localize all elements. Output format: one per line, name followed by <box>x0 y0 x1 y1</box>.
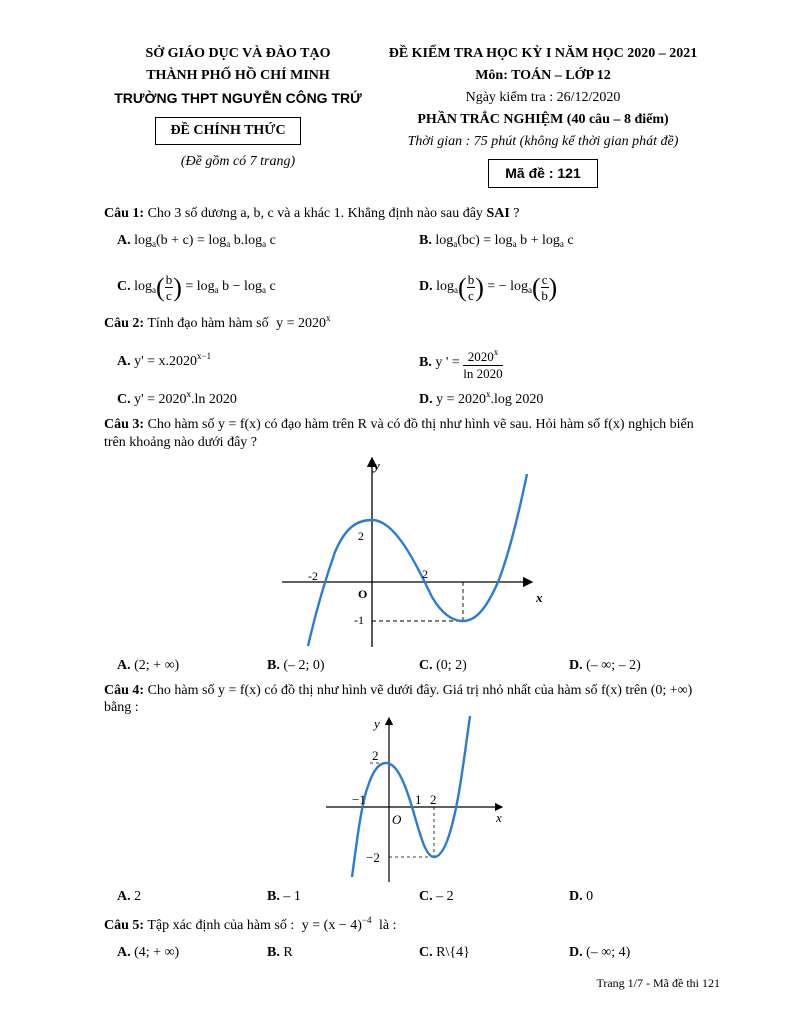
page-footer: Trang 1/7 - Mã đề thi 121 <box>596 976 720 990</box>
x-label: x <box>536 590 543 605</box>
option-letter: B. <box>267 945 280 960</box>
q4-option-c[interactable] <box>419 889 454 905</box>
option-letter: A. <box>117 658 131 673</box>
tick-y-minus-2: −2 <box>366 850 380 865</box>
official-exam-badge: ĐỀ CHÍNH THỨC <box>155 117 301 145</box>
option-letter: C. <box>117 392 131 407</box>
tick-y-2: 2 <box>372 748 379 763</box>
option-text: R <box>283 945 293 960</box>
question-label: Câu 2: <box>104 316 145 331</box>
option-text: (– ∞; – 2) <box>586 658 641 673</box>
question-tail: ? <box>513 206 520 221</box>
option-text: 0 <box>586 889 594 904</box>
option-text: R\{4} <box>436 945 470 960</box>
exam-title: ĐỀ KIỂM TRA HỌC KỲ I NĂM HỌC 2020 – 2021 <box>388 46 698 61</box>
option-letter: B. <box>267 889 280 904</box>
subject: Môn: TOÁN – LỚP 12 <box>475 68 611 83</box>
option-letter: A. <box>117 233 131 248</box>
q3-option-a[interactable] <box>117 658 179 674</box>
question-label: Câu 4: <box>104 683 145 698</box>
question-text: Cho hàm số y = f(x) có đạo hàm trên R và có đồ thị như hình vẽ sau. Hỏi hàm số f(x) nghịch biến <box>147 417 694 432</box>
option-letter: D. <box>419 392 433 407</box>
tick-x-minus-2: -2 <box>308 569 318 583</box>
q4-option-d[interactable] <box>569 889 593 905</box>
y-label: y <box>374 458 380 473</box>
q2-option-d[interactable]: D. $y = 2020^x.\log$ 2020 <box>419 389 544 407</box>
option-text: (– 2; 0) <box>283 658 325 673</box>
question-label: Câu 5: <box>104 918 145 933</box>
tick-x-minus-1: −1 <box>352 792 366 807</box>
option-letter: D. <box>569 889 583 904</box>
q4-option-a[interactable] <box>117 889 141 905</box>
question-5: Câu 5: Tập xác định của hàm số : $y = (x - 4)^{-4}$ là : <box>104 915 397 933</box>
question-label: Câu 1: <box>104 206 145 221</box>
q1-option-c[interactable]: C. $\log_a$( $\frac{b}{c}$ ) = $\log_a b - \log_a c$ <box>117 272 276 303</box>
question-4 <box>104 683 692 699</box>
question-3 <box>104 417 694 433</box>
question-label: Câu 3: <box>104 417 145 432</box>
option-letter: A. <box>117 354 131 369</box>
option-text: – 1 <box>283 889 301 904</box>
option-text: (– ∞; 4) <box>586 945 631 960</box>
question-text: Cho hàm số y = f(x) có đồ thị như hình vẽ dưới đây. Giá trị nhỏ nhất của hàm số f(x) trên (0; +∞) <box>147 683 693 698</box>
q5-option-b[interactable] <box>267 945 293 961</box>
tick-x-2: 2 <box>430 792 437 807</box>
q3-option-b[interactable] <box>267 658 325 674</box>
question-text: Cho 3 số dương a, b, c và a khác 1. Khẳng định nào sau đây <box>147 206 483 221</box>
question-emphasis: SAI <box>486 206 510 221</box>
question-1 <box>104 206 520 222</box>
exam-date: Ngày kiểm tra : 26/12/2020 <box>465 90 621 105</box>
q4-option-b[interactable] <box>267 889 301 905</box>
question-3-line2: trên khoảng nào dưới đây ? <box>104 435 258 450</box>
option-text: 2 <box>134 889 142 904</box>
tick-x-2: 2 <box>422 567 428 581</box>
time-note: Thời gian : 75 phút (không kể thời gian phát đề) <box>407 134 679 149</box>
option-letter: B. <box>267 658 280 673</box>
q2-option-c[interactable]: C. $y' = 2020^x.\ln$ 2020 <box>117 389 237 407</box>
q1-option-a[interactable]: A. $\log_a(b + c) = \log_a b.\log_a$ c <box>117 233 276 249</box>
tick-y-minus-1: -1 <box>354 613 364 627</box>
exam-code-badge: Mã đề : 121 <box>488 159 598 188</box>
question-text: Tính đạo hàm hàm số <box>147 316 269 331</box>
x-label: x <box>496 810 502 825</box>
q5-option-d[interactable] <box>569 945 630 961</box>
q3-graph <box>270 452 560 652</box>
question-tail: là : <box>378 918 397 933</box>
option-letter: D. <box>419 279 433 294</box>
option-letter: D. <box>569 945 583 960</box>
section-title: PHẦN TRẮC NGHIỆM (40 câu – 8 điểm) <box>417 112 669 127</box>
option-letter: C. <box>419 658 433 673</box>
option-letter: A. <box>117 945 131 960</box>
q1-option-b[interactable]: B. $\log_a(bc) = \log_a b + \log_a c$ <box>419 233 574 249</box>
origin-label: O <box>392 812 402 827</box>
function-curve <box>308 474 527 646</box>
q2-option-a[interactable]: A. $y' = x.2020^{x-1}$ <box>117 351 212 369</box>
option-letter: C. <box>419 889 433 904</box>
option-text: (0; 2) <box>436 658 467 673</box>
option-text: (4; + ∞) <box>134 945 180 960</box>
option-letter: A. <box>117 889 131 904</box>
q3-option-c[interactable] <box>419 658 467 674</box>
question-text: Tập xác định của hàm số : <box>147 918 295 933</box>
q2-option-b[interactable]: B. y ' = $\frac{2020^x}{\ln 2020}$ <box>419 344 503 382</box>
department-name: SỞ GIÁO DỤC VÀ ĐÀO TẠO <box>145 46 331 61</box>
origin-label: O <box>358 587 368 601</box>
option-letter: D. <box>569 658 583 673</box>
option-letter: B. <box>419 233 432 248</box>
option-text: (2; + ∞) <box>134 658 180 673</box>
option-letter: B. <box>419 355 432 370</box>
option-letter: C. <box>419 945 433 960</box>
option-text: – 2 <box>436 889 454 904</box>
q1-option-d[interactable]: D. $\log_a$( $\frac{b}{c}$ ) = − $\log_a$( $\frac{c}{b}$ ) <box>419 272 558 303</box>
school-name: TRƯỜNG THPT NGUYỄN CÔNG TRỨ <box>114 90 362 106</box>
q5-option-c[interactable] <box>419 945 470 961</box>
q4-graph <box>322 712 512 884</box>
question-4-line2: bằng : <box>104 700 139 715</box>
option-letter: C. <box>117 279 131 294</box>
q5-option-a[interactable] <box>117 945 179 961</box>
question-2: Câu 2: Tính đạo hàm hàm số $y = 2020^x$ <box>104 313 331 331</box>
pages-note: (Đề gồm có 7 trang) <box>180 154 296 169</box>
city-name: THÀNH PHỐ HỒ CHÍ MINH <box>146 68 330 83</box>
tick-x-1: 1 <box>415 792 422 807</box>
q3-option-d[interactable] <box>569 658 641 674</box>
tick-y-2: 2 <box>358 529 364 543</box>
y-label: y <box>374 716 380 731</box>
